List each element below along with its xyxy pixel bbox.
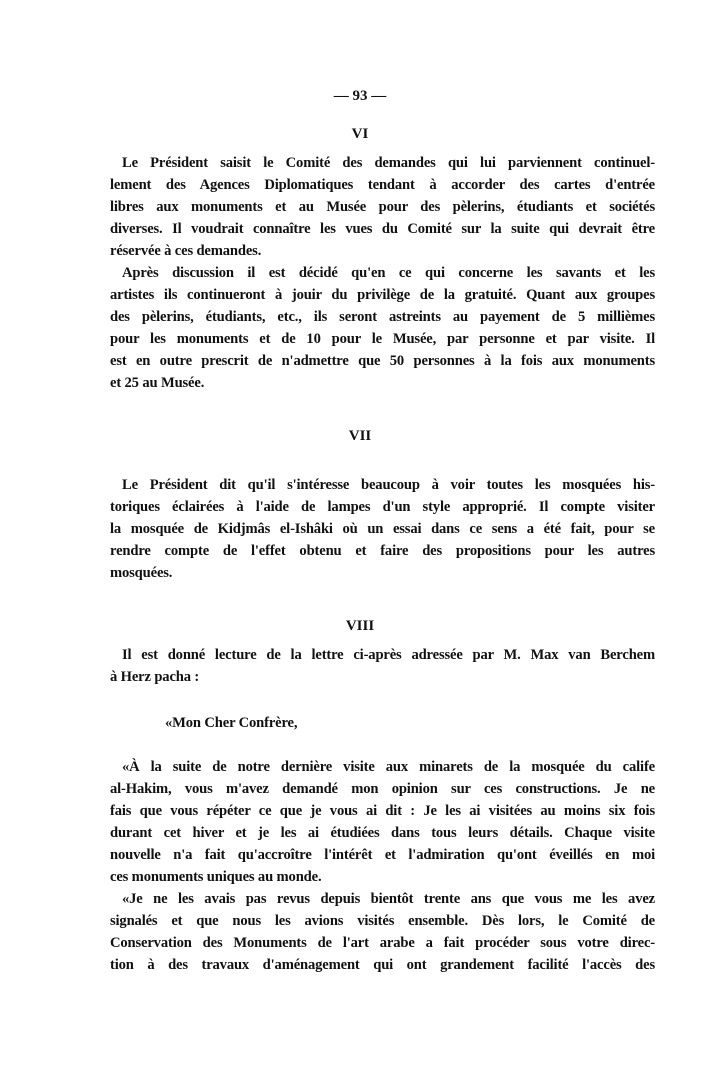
text-line: rendre compte de l'effet obtenu et faire des propositions pour les autres [110,543,655,559]
section-heading: VIII [345,618,375,634]
text-line: diverses. Il voudrait connaître les vues du Comité sur la suite qui devrait être [110,221,655,237]
text-line: à Herz pacha : [110,669,200,685]
text-line: libres aux monuments et au Musée pour des pèlerins, étudiants et sociétés [110,199,655,215]
text-line: Le Président saisit le Comité des demandes qui lui parviennent continuel- [122,155,655,171]
text-line: nouvelle n'a fait qu'accroître l'intérêt et l'admiration qu'ont éveillés en moi [110,847,655,863]
text-line: lement des Agences Diplomatiques tendant à accorder des cartes d'entrée [110,177,655,193]
text-line: signalés et que nous les avions visités ensemble. Dès lors, le Comité de [110,913,655,929]
text-line: Il est donné lecture de la lettre ci-après adressée par M. Max van Berchem [122,647,655,663]
section-heading: VI [351,126,369,142]
text-line: réservée à ces demandes. [110,243,262,259]
text-line: ces monuments uniques au monde. [110,869,322,885]
text-line: Après discussion il est décidé qu'en ce qui concerne les savants et les [122,265,655,281]
text-line: «Mon Cher Confrère, [165,715,298,731]
text-line: des pèlerins, étudiants, etc., ils seront astreints au payement de 5 millièmes [110,309,655,325]
text-line: «Je ne les avais pas revus depuis bientôt trente ans que vous me les avez [122,891,655,907]
text-line: mosquées. [110,565,173,581]
text-line: toriques éclairées à l'aide de lampes d'un style approprié. Il compte visiter [110,499,655,515]
text-line: «À la suite de notre dernière visite aux minarets de la mosquée du calife [122,759,655,775]
text-line: durant cet hiver et je les ai étudiées dans tous leurs détails. Chaque visite [110,825,655,841]
text-line: Le Président dit qu'il s'intéresse beaucoup à voir toutes les mosquées his- [122,477,655,493]
text-line: fais que vous répéter ce que je vous ai dit : Je les ai visitées au moins six fois [110,803,655,819]
section-heading: VII [348,428,372,444]
page-number: — 93 — [333,88,387,104]
text-line: et 25 au Musée. [110,375,205,391]
text-line: la mosquée de Kidjmâs el-Ishâki où un essai dans ce sens a été fait, pour se [110,521,655,537]
text-line: tion à des travaux d'aménagement qui ont grandement facilité l'accès des [110,957,655,973]
text-line: Conservation des Monuments de l'art arabe a fait procéder sous votre direc- [110,935,655,951]
text-line: al-Hakim, vous m'avez demandé mon opinion sur ces constructions. Je ne [110,781,655,797]
text-line: est en outre prescrit de n'admettre que 50 personnes à la fois aux monuments [110,353,655,369]
text-line: pour les monuments et de 10 pour le Musée, par personne et par visite. Il [110,331,655,347]
text-line: artistes ils continueront à jouir du privilège de la gratuité. Quant aux groupes [110,287,655,303]
